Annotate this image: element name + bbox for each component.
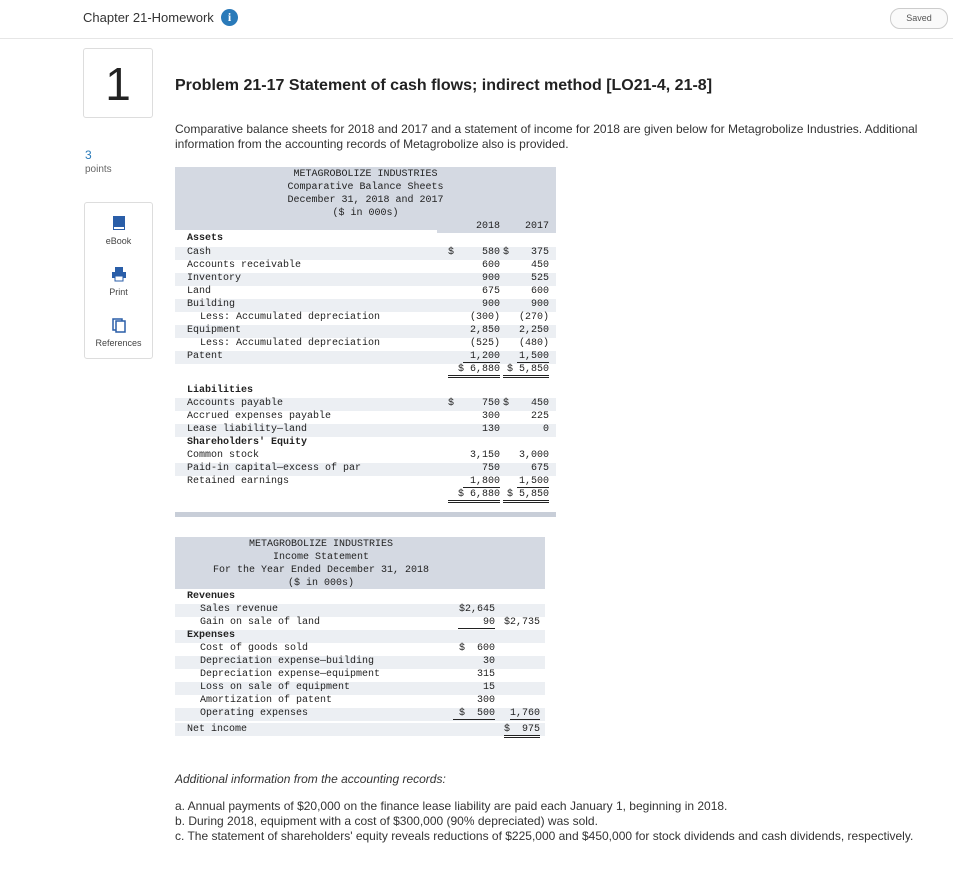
company-name: METAGROBOLIZE INDUSTRIES: [248, 539, 394, 550]
value-2018: 580: [481, 247, 500, 258]
tool-panel: [84, 202, 153, 359]
value-2018: 1,800: [463, 476, 500, 488]
expense-label: Cost of goods sold: [200, 643, 309, 654]
value-2017: 1,500: [518, 476, 549, 487]
value-2017: 0: [542, 424, 549, 435]
assets-total-2018: $ 6,880: [448, 364, 500, 378]
sales-revenue-label: Sales revenue: [200, 604, 279, 615]
section-label: Liabilities: [187, 385, 254, 396]
statement-date: For the Year Ended December 31, 2018: [212, 565, 430, 576]
value-2017: (480): [518, 338, 549, 349]
expense-value: 15: [482, 682, 495, 693]
table-row-label: Retained earnings: [187, 476, 290, 487]
table-row-label: Paid-in capital—excess of par: [187, 463, 362, 474]
references-label: References: [95, 338, 142, 348]
expense-value: 315: [476, 669, 495, 680]
value-2018: (525): [469, 338, 500, 349]
table-row-label: Common stock: [187, 450, 260, 461]
printer-icon: [111, 266, 127, 282]
value-2018: 750: [481, 463, 500, 474]
column-header-2017: 2017: [524, 221, 549, 232]
expense-value: $ 500: [453, 708, 495, 720]
additional-item: c. The statement of shareholders' equity reveals reductions of $225,000 and $450,000 for stock dividends and cash dividends, respectively.: [175, 829, 914, 843]
value-2017: 3,000: [518, 450, 549, 461]
saved-status-badge: Saved: [890, 8, 948, 29]
points-value: 3: [85, 148, 92, 162]
value-2018: 600: [481, 260, 500, 271]
value-2018: 1,200: [463, 351, 500, 363]
table-row-label: Accounts payable: [187, 398, 284, 409]
dollar-sign: $: [503, 247, 510, 258]
value-2017: 525: [530, 273, 549, 284]
problem-title: Problem 21-17 Statement of cash flows; indirect method [LO21-4, 21-8]: [175, 77, 713, 94]
expenses-total: 1,760: [509, 708, 540, 719]
company-name: METAGROBOLIZE INDUSTRIES: [293, 169, 438, 180]
table-row-label: Less: Accumulated depreciation: [200, 312, 381, 323]
info-icon[interactable]: i: [221, 9, 238, 26]
revenues-total: $2,735: [503, 617, 540, 628]
value-2018: 130: [481, 424, 500, 435]
book-icon: [111, 215, 127, 231]
expense-label: Loss on sale of equipment: [200, 682, 351, 693]
value-2018: 900: [481, 299, 500, 310]
value-2017: 225: [530, 411, 549, 422]
table-row-label: Less: Accumulated depreciation: [200, 338, 381, 349]
value-2018: 675: [481, 286, 500, 297]
gain-on-land-label: Gain on sale of land: [200, 617, 321, 628]
additional-info-title: Additional information from the accounting records:: [175, 772, 446, 786]
table-row-label: Inventory: [187, 273, 242, 284]
balance-sheet-footer-bar: [175, 512, 556, 517]
table-row-label: Accounts receivable: [187, 260, 302, 271]
ebook-label: eBook: [105, 236, 132, 246]
table-row-label: Land: [187, 286, 212, 297]
table-row-label: Equipment: [187, 325, 242, 336]
expense-label: Amortization of patent: [200, 695, 333, 706]
dollar-sign: $: [448, 398, 455, 409]
equity-total-2017: $ 5,850: [503, 489, 549, 503]
value-2017: 450: [530, 260, 549, 271]
print-button[interactable]: [85, 266, 152, 297]
income-statement-table: [175, 537, 545, 742]
table-row-label: Lease liability—land: [187, 424, 308, 435]
table-row-label: Cash: [187, 247, 212, 258]
statement-name: Comparative Balance Sheets: [287, 182, 444, 193]
gain-on-land-value: 90: [458, 617, 495, 629]
value-2018: 2,850: [469, 325, 500, 336]
value-2017: (270): [518, 312, 549, 323]
additional-item: a. Annual payments of $20,000 on the finance lease liability are paid each January 1, beginning in 2018.: [175, 799, 728, 813]
revenues-label: Revenues: [187, 591, 236, 602]
net-income-label: Net income: [187, 724, 248, 735]
statement-units: ($ in 000s): [287, 578, 354, 589]
value-2017: 450: [530, 398, 549, 409]
expense-value: 300: [476, 695, 495, 706]
references-button[interactable]: [85, 317, 152, 348]
dollar-sign: $: [503, 398, 510, 409]
print-label: Print: [109, 287, 128, 297]
additional-info-list: [175, 799, 945, 844]
question-number: 1: [83, 48, 153, 118]
income-statement-heading: [175, 537, 545, 589]
value-2017: 2,250: [518, 325, 549, 336]
section-label: Shareholders' Equity: [187, 437, 308, 448]
equity-total-2018: $ 6,880: [448, 489, 500, 503]
value-2018: 300: [481, 411, 500, 422]
table-row-label: Patent: [187, 351, 224, 362]
statement-units: ($ in 000s): [332, 208, 399, 219]
statement-date: December 31, 2018 and 2017: [287, 195, 444, 206]
value-2018: 900: [481, 273, 500, 284]
ebook-button[interactable]: [85, 215, 152, 246]
value-2017: 375: [530, 247, 549, 258]
value-2018: 3,150: [469, 450, 500, 461]
balance-sheet-table: [175, 167, 556, 505]
expense-label: Depreciation expense—building: [200, 656, 375, 667]
statement-name: Income Statement: [272, 552, 369, 563]
chapter-title: Chapter 21-Homework: [83, 10, 214, 25]
sales-revenue-value: $2,645: [458, 604, 495, 615]
table-row-label: Building: [187, 299, 236, 310]
table-row-label: Accrued expenses payable: [187, 411, 332, 422]
references-icon: [111, 317, 127, 333]
value-2018: 750: [481, 398, 500, 409]
expense-label: Depreciation expense—equipment: [200, 669, 381, 680]
expense-value: $ 600: [458, 643, 495, 654]
value-2017: 675: [530, 463, 549, 474]
dollar-sign: $: [448, 247, 455, 258]
top-bar: [0, 0, 953, 39]
additional-item: b. During 2018, equipment with a cost of $300,000 (90% depreciated) was sold.: [175, 814, 598, 828]
assets-total-2017: $ 5,850: [503, 364, 549, 378]
expense-value: 30: [482, 656, 495, 667]
value-2017: 600: [530, 286, 549, 297]
value-2017: 900: [530, 299, 549, 310]
value-2017: 1,500: [518, 351, 549, 362]
problem-intro: Comparative balance sheets for 2018 and 2017 and a statement of income for 2018 are given below for Metagrobolize Industries. Additional information from the accounting records of Metagrobolize also is provided.: [175, 122, 918, 151]
expenses-label: Expenses: [187, 630, 236, 641]
section-label: Assets: [187, 233, 224, 244]
column-header-2018: 2018: [475, 221, 500, 232]
net-income-value: $ 975: [500, 724, 540, 735]
expense-label: Operating expenses: [200, 708, 309, 719]
points-label: points: [85, 164, 112, 175]
value-2018: (300): [469, 312, 500, 323]
